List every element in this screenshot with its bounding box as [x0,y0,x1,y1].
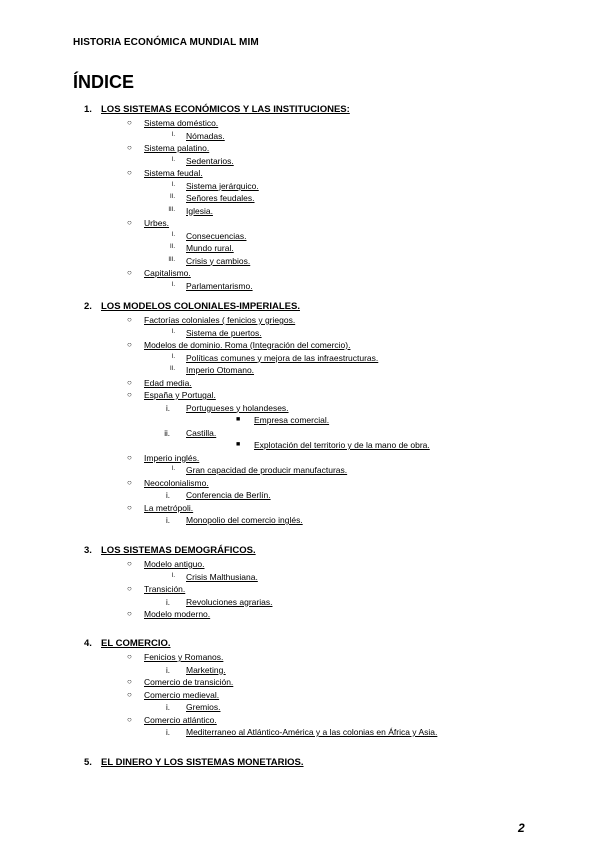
roman-numeral-marker: i. [166,516,170,525]
toc-entry-link[interactable]: Comercio medieval. [144,689,220,700]
roman-numeral-marker: III. [168,256,175,263]
toc-subentry-link[interactable]: Crisis y cambios. [186,255,251,266]
toc-entry-link[interactable]: Comercio atlántico. [144,714,217,725]
toc-entry-link[interactable]: Urbes. [144,218,170,228]
roman-numeral-marker: I. [171,466,175,472]
circle-bullet-icon: ○ [127,714,132,724]
roman-numeral-marker: i. [166,403,170,413]
circle-bullet-icon: ○ [127,377,132,387]
document-header: HISTORIA ECONÓMICA MUNDIAL MIM [73,37,259,48]
toc-subentry-link[interactable]: Castilla. [186,427,217,438]
toc-subentry-link[interactable]: Consecuencias. [186,230,247,241]
toc-subentry-link[interactable]: Gremios. [186,702,221,712]
index-title: ÍNDICE [73,72,135,92]
circle-bullet-icon: ○ [127,502,132,512]
toc-subentry-link[interactable]: Marketing. [186,664,226,675]
circle-bullet-icon: ○ [127,559,132,568]
circle-bullet-icon: ○ [127,168,132,177]
toc-subentry-link[interactable]: Revoluciones agrarias. [186,596,273,607]
toc-subentry-link[interactable]: Portugueses y holandeses. [186,402,289,413]
toc-subentry-link[interactable]: Sedentarios. [186,155,234,166]
roman-numeral-marker: III. [168,206,175,213]
toc-subentry-link[interactable]: Sistema de puertos. [186,327,262,338]
toc-subentry-link[interactable]: Políticas comunes y mejora de las infraestructuras. [186,352,379,363]
toc-entry-link[interactable]: La metrópoli. [144,502,194,513]
roman-numeral-marker: ii. [164,428,170,438]
toc-subsubentry-link[interactable]: Explotación del territorio y de la mano de obra. [254,440,430,450]
toc-entry-link[interactable]: Modelo antiguo. [144,559,205,569]
roman-numeral-marker: I. [171,328,175,335]
roman-numeral-marker: i. [166,597,170,607]
section-number: 1. [84,104,92,115]
section-number: 3. [84,545,92,556]
toc-entry-link[interactable]: Sistema palatino. [144,143,210,153]
circle-bullet-icon: ○ [127,584,132,593]
roman-numeral-marker: II. [169,194,175,200]
roman-numeral-marker: i. [166,491,170,500]
toc-subentry-link[interactable]: Señores feudales. [186,193,255,203]
circle-bullet-icon: ○ [127,143,132,152]
toc-subentry-link[interactable]: Mediterraneo al Atlántico-América y a las colonias en África y Asia. [186,727,438,737]
circle-bullet-icon: ○ [127,689,132,699]
circle-bullet-icon: ○ [127,452,132,462]
circle-bullet-icon: ○ [127,390,132,399]
section-link[interactable]: EL COMERCIO. [101,638,171,649]
toc-entry-link[interactable]: Factorías coloniales ( fenicios y griegos. [144,315,296,325]
toc-entry-link[interactable]: Edad media. [144,377,192,388]
roman-numeral-marker: i. [166,665,170,675]
circle-bullet-icon: ○ [127,340,132,349]
toc-subentry-link[interactable]: Gran capacidad de producir manufacturas. [186,465,348,475]
section-link[interactable]: LOS MODELOS COLONIALES-IMPERIALES. [101,301,300,312]
roman-numeral-marker: i. [166,703,170,712]
toc-entry-link[interactable]: Imperio inglés. [144,452,200,463]
section-link[interactable]: LOS SISTEMAS DEMOGRÁFICOS. [101,545,256,556]
circle-bullet-icon: ○ [127,118,132,127]
circle-bullet-icon: ○ [127,218,132,227]
roman-numeral-marker: I. [171,572,175,579]
circle-bullet-icon: ○ [127,609,132,618]
roman-numeral-marker: I. [171,131,175,138]
toc-subentry-link[interactable]: Parlamentarismo. [186,280,253,291]
roman-numeral-marker: i. [166,728,170,737]
roman-numeral-marker: I. [171,156,175,163]
roman-numeral-marker: I. [171,181,175,188]
toc-subentry-link[interactable]: Iglesia. [186,205,213,216]
roman-numeral-marker: I. [171,231,175,238]
toc-subentry-link[interactable]: Sistema jerárquico. [186,180,259,191]
circle-bullet-icon: ○ [127,268,132,277]
toc-subentry-link[interactable]: Conferencia de Berlín. [186,490,271,500]
roman-numeral-marker: II. [169,244,175,250]
toc-entry-link[interactable]: Neocolonialismo. [144,477,209,488]
circle-bullet-icon: ○ [127,652,132,661]
section-number: 5. [84,757,92,768]
toc-subentry-link[interactable]: Monopolio del comercio inglés. [186,515,303,525]
toc-entry-link[interactable]: Sistema feudal. [144,168,203,178]
roman-numeral-marker: I. [171,353,175,360]
roman-numeral-marker: I. [171,281,175,288]
circle-bullet-icon: ○ [127,677,132,686]
toc-subentry-link[interactable]: Nómadas. [186,130,225,141]
toc-subentry-link[interactable]: Mundo rural. [186,243,234,253]
toc-entry-link[interactable]: España y Portugal. [144,390,216,400]
circle-bullet-icon: ○ [127,477,132,487]
section-number: 2. [84,301,92,312]
section-link[interactable]: EL DINERO Y LOS SISTEMAS MONETARIOS. [101,757,304,768]
circle-bullet-icon: ○ [127,315,132,324]
toc-entry-link[interactable]: Capitalismo. [144,268,191,278]
roman-numeral-marker: II. [169,366,175,372]
square-bullet-icon: ■ [236,441,241,448]
page-number: 2 [518,821,525,835]
toc-entry-link[interactable]: Sistema doméstico. [144,118,219,128]
toc-entry-link[interactable]: Modelo moderno. [144,609,211,619]
toc-entry-link[interactable]: Transición. [144,584,186,594]
toc-subsubentry-link[interactable]: Empresa comercial. [254,415,330,425]
toc-entry-link[interactable]: Fenicios y Romanos. [144,652,224,662]
section-number: 4. [84,638,92,649]
square-bullet-icon: ■ [236,416,241,423]
toc-entry-link[interactable]: Comercio de transición. [144,677,234,687]
toc-entry-link[interactable]: Modelos de dominio. Roma (Integración del comercio). [144,340,351,350]
section-link[interactable]: LOS SISTEMAS ECONÓMICOS Y LAS INSTITUCIONES: [101,104,350,115]
toc-subentry-link[interactable]: Imperio Otomano. [186,365,255,375]
toc-subentry-link[interactable]: Crisis Malthusiana. [186,571,258,582]
